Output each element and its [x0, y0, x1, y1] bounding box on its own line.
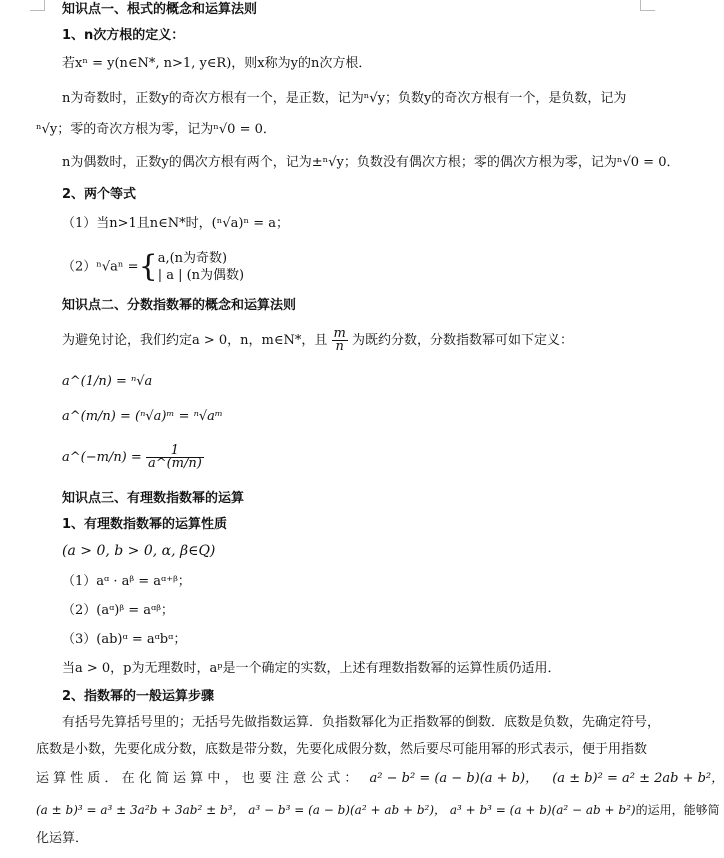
section1-title: 知识点一、根式的概念和运算法则 — [62, 2, 258, 17]
section2-intro — [62, 327, 573, 355]
fractional-power-def-1: a^(1/n) = ⁿ√a — [62, 374, 153, 389]
section3-sub1: 1、有理数指数幂的运算性质 — [62, 517, 228, 532]
identity-2-case-odd: a,(n为奇数) — [157, 251, 228, 266]
formula-difference-of-squares: a² − b² = (a − b)(a + b)， — [369, 771, 539, 786]
property-3: （3）(ab)ᵅ = aᵅbᵅ； — [62, 632, 187, 647]
steps-paragraph-line-5: 化运算． — [36, 831, 89, 846]
even-root-text: n为偶数时，正数y的偶次方根有两个，记为±ⁿ√y；负数没有偶次方根；零的偶次方根为零，记为ⁿ√0 = 0． — [62, 155, 680, 170]
property-1: （1）aᵅ · aᵝ = aᵅ⁺ᵝ； — [62, 574, 191, 589]
nth-root-definition: 若xⁿ = y(n∈N*, n>1, y∈R)，则x称为y的n次方根． — [62, 56, 372, 71]
section2-intro-b: 为既约分数，分数指数幂可如下定义： — [352, 333, 574, 348]
page-corner-mark-right — [640, 0, 655, 11]
fraction-numerator: m — [333, 326, 346, 341]
odd-root-text-2: ⁿ√y；零的奇次方根为零，记为ⁿ√0 = 0． — [36, 122, 276, 137]
formula-sum-of-cubes: a³ + b³ = (a + b)(a² − ab + b²) — [449, 803, 636, 817]
steps-paragraph-line-3-text: 运 算 性 质 ． 在 化 简 运 算 中 ， 也 要 注 意 公 式 ： — [36, 771, 358, 786]
section2-title: 知识点二、分数指数幂的概念和运算法则 — [62, 298, 297, 313]
identity-2-cases — [158, 250, 244, 284]
reciprocal-numerator: 1 — [146, 445, 204, 458]
m-over-n-fraction — [332, 328, 348, 353]
reciprocal-fraction — [146, 445, 204, 470]
irrational-exponent-note: 当a > 0，p为无理数时，aᵖ是一个确定的实数，上述有理数指数幂的运算性质仍适用． — [62, 661, 561, 676]
fraction-denominator: n — [335, 339, 344, 354]
steps-paragraph-line-1: 有括号先算括号里的；无括号先做指数运算．负指数幂化为正指数幂的倒数．底数是负数，先确定符号， — [62, 715, 661, 730]
section2-intro-a: 为避免讨论，我们约定a > 0，n，m∈N*，且 — [62, 333, 328, 348]
section1-sub2: 2、两个等式 — [62, 187, 137, 202]
identity-2-brace: { — [138, 249, 158, 284]
fractional-power-def-3-lead: a^(−m/n) = — [62, 450, 142, 465]
property-2: （2）(aᵅ)ᵝ = aᵅᵝ； — [62, 603, 174, 618]
steps-paragraph-line-2: 底数是小数，先要化成分数，底数是带分数，先要化成假分数，然后要尽可能用幂的形式表示，便于用指数 — [36, 742, 648, 757]
odd-root-text-1: n为奇数时，正数y的奇次方根有一个，是正数，记为ⁿ√y；负数y的奇次方根有一个，是负数，记为 — [62, 91, 627, 106]
identity-2-lead: （2）ⁿ√aⁿ = — [62, 259, 139, 275]
identity-2-case-even: | a | (n为偶数) — [157, 268, 245, 283]
steps-paragraph-line-3 — [36, 770, 724, 788]
identity-1: （1）当n>1且n∈N*时，(ⁿ√a)ⁿ = a； — [62, 216, 290, 231]
conditions: (a > 0, b > 0, α, β∈Q) — [62, 543, 216, 559]
section3-title: 知识点三、有理数指数幂的运算 — [62, 491, 245, 506]
fractional-power-def-3 — [62, 444, 204, 472]
reciprocal-denominator: a^(m/n) — [147, 456, 202, 471]
section3-sub2: 2、指数幂的一般运算步骤 — [62, 689, 215, 704]
formula-cube-of-sum: (a ± b)³ = a³ ± 3a²b + 3ab² ± b³， — [36, 803, 245, 817]
identity-2 — [62, 250, 244, 285]
steps-paragraph-line-4 — [36, 801, 720, 819]
formula-difference-of-cubes: a³ − b³ = (a − b)(a² + ab + b²)， — [248, 803, 447, 817]
steps-paragraph-line-4-text: 的运用，能够简 — [635, 803, 720, 817]
page-corner-mark-left — [30, 0, 45, 11]
section1-sub1: 1、n次方根的定义： — [62, 28, 185, 43]
fractional-power-def-2: a^(m/n) = (ⁿ√a)ᵐ = ⁿ√aᵐ — [62, 409, 223, 424]
formula-square-of-sum: (a ± b)² = a² ± 2ab + b²， — [552, 771, 724, 786]
